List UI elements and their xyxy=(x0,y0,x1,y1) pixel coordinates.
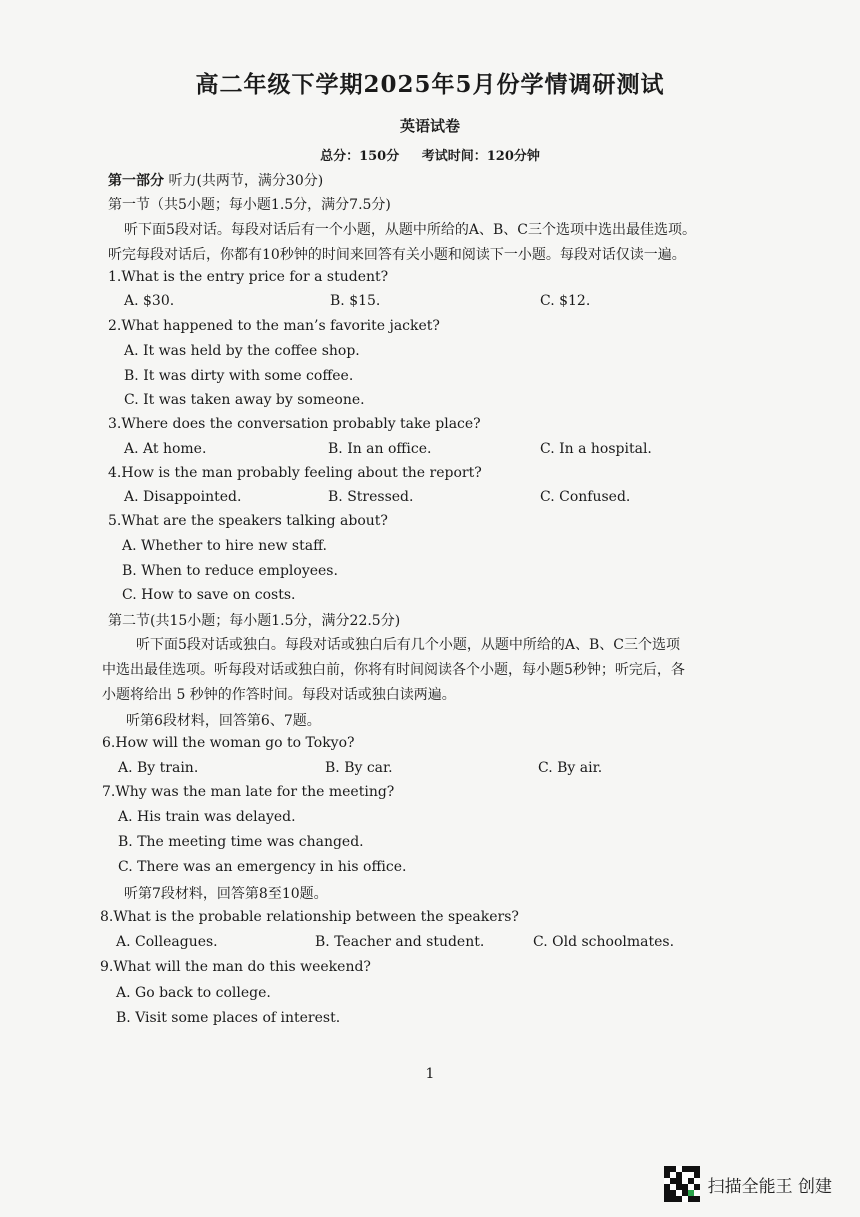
exam-time: 考试时间：120分钟 xyxy=(421,149,540,164)
paper-subtitle: 英语试卷 xyxy=(399,117,460,135)
section1-heading: 第一节（共5小题；每小题1.5分，满分7.5分) xyxy=(108,197,391,213)
section1-instruction-2: 听完每段对话后，你都有10秒钟的时间来回答有关小题和阅读下一小题。每段对话仅读一遍。 xyxy=(108,247,686,263)
section2-instruction-2: 中选出最佳选项。听每段对话或独白前，你将有时间阅读各个小题，每小题5秒钟；听完后，各 xyxy=(102,662,685,678)
question-2-option-b: B. It was dirty with some coffee. xyxy=(124,368,354,384)
question-5-stem: 5.What are the speakers talking about? xyxy=(108,513,388,529)
question-9-stem: 9.What will the man do this weekend? xyxy=(100,959,371,975)
question-1-stem: 1.What is the entry price for a student? xyxy=(108,269,389,285)
question-8-option-a: A. Colleagues. xyxy=(116,934,218,950)
question-6-option-a: A. By train. xyxy=(118,760,199,776)
section2-instruction-3: 小题将给出 5 秒钟的作答时间。每段对话或独白读两遍。 xyxy=(102,687,456,703)
question-4-stem: 4.How is the man probably feeling about the report? xyxy=(108,465,482,481)
question-3-option-a: A. At home. xyxy=(124,441,207,457)
question-9-option-b: B. Visit some places of interest. xyxy=(116,1010,341,1026)
question-1-option-b: B. $15. xyxy=(330,293,381,309)
material-7-note: 听第7段材料，回答第8至10题。 xyxy=(124,886,328,902)
section2-heading: 第二节(共15小题；每小题1.5分，满分22.5分) xyxy=(108,613,401,629)
question-3-option-c: C. In a hospital. xyxy=(540,441,652,457)
part1-heading xyxy=(108,170,323,190)
question-4-option-a: A. Disappointed. xyxy=(124,489,242,505)
question-7-option-b: B. The meeting time was changed. xyxy=(118,834,364,850)
question-8-option-b: B. Teacher and student. xyxy=(315,934,485,950)
material-6-note: 听第6段材料，回答第6、7题。 xyxy=(126,713,321,729)
total-score: 总分：150分 xyxy=(320,149,400,164)
scanner-watermark xyxy=(664,1166,832,1202)
question-9-option-a: A. Go back to college. xyxy=(116,985,271,1001)
part1-desc: 听力(共两节，满分30分) xyxy=(168,173,324,189)
question-2-option-c: C. It was taken away by someone. xyxy=(124,392,365,408)
question-3-option-b: B. In an office. xyxy=(328,441,432,457)
section1-instruction-1: 听下面5段对话。每段对话后有一个小题，从题中所给的A、B、C三个选项中选出最佳选项。 xyxy=(124,222,697,238)
question-6-option-b: B. By car. xyxy=(325,760,393,776)
question-2-stem: 2.What happened to the man’s favorite jacket? xyxy=(108,318,440,334)
page-title: 高二年级下学期2025年5月份学情调研测试 xyxy=(195,71,665,98)
question-7-stem: 7.Why was the man late for the meeting? xyxy=(102,784,395,800)
score-line xyxy=(0,145,860,164)
section2-instruction-1: 听下面5段对话或独白。每段对话或独白后有几个小题，从题中所给的A、B、C三个选项 xyxy=(136,637,681,653)
question-8-option-c: C. Old schoolmates. xyxy=(533,934,675,950)
question-5-option-b: B. When to reduce employees. xyxy=(122,563,338,579)
scanner-text: 扫描全能王 创建 xyxy=(707,1176,832,1197)
question-5-option-c: C. How to save on costs. xyxy=(122,587,296,603)
page-number: 1 xyxy=(425,1066,435,1082)
question-1-option-c: C. $12. xyxy=(540,293,591,309)
question-5-option-a: A. Whether to hire new staff. xyxy=(122,538,327,554)
question-4-option-c: C. Confused. xyxy=(540,489,631,505)
question-8-stem: 8.What is the probable relationship between the speakers? xyxy=(100,909,519,925)
question-4-option-b: B. Stressed. xyxy=(328,489,414,505)
question-7-option-a: A. His train was delayed. xyxy=(118,809,296,825)
question-2-option-a: A. It was held by the coffee shop. xyxy=(124,343,360,359)
question-3-stem: 3.Where does the conversation probably take place? xyxy=(108,416,481,432)
part1-label: 第一部分 xyxy=(108,173,164,189)
question-7-option-c: C. There was an emergency in his office. xyxy=(118,859,407,875)
question-6-option-c: C. By air. xyxy=(538,760,603,776)
question-6-stem: 6.How will the woman go to Tokyo? xyxy=(102,735,355,751)
qr-code-icon xyxy=(664,1166,700,1202)
question-1-option-a: A. $30. xyxy=(124,293,175,309)
